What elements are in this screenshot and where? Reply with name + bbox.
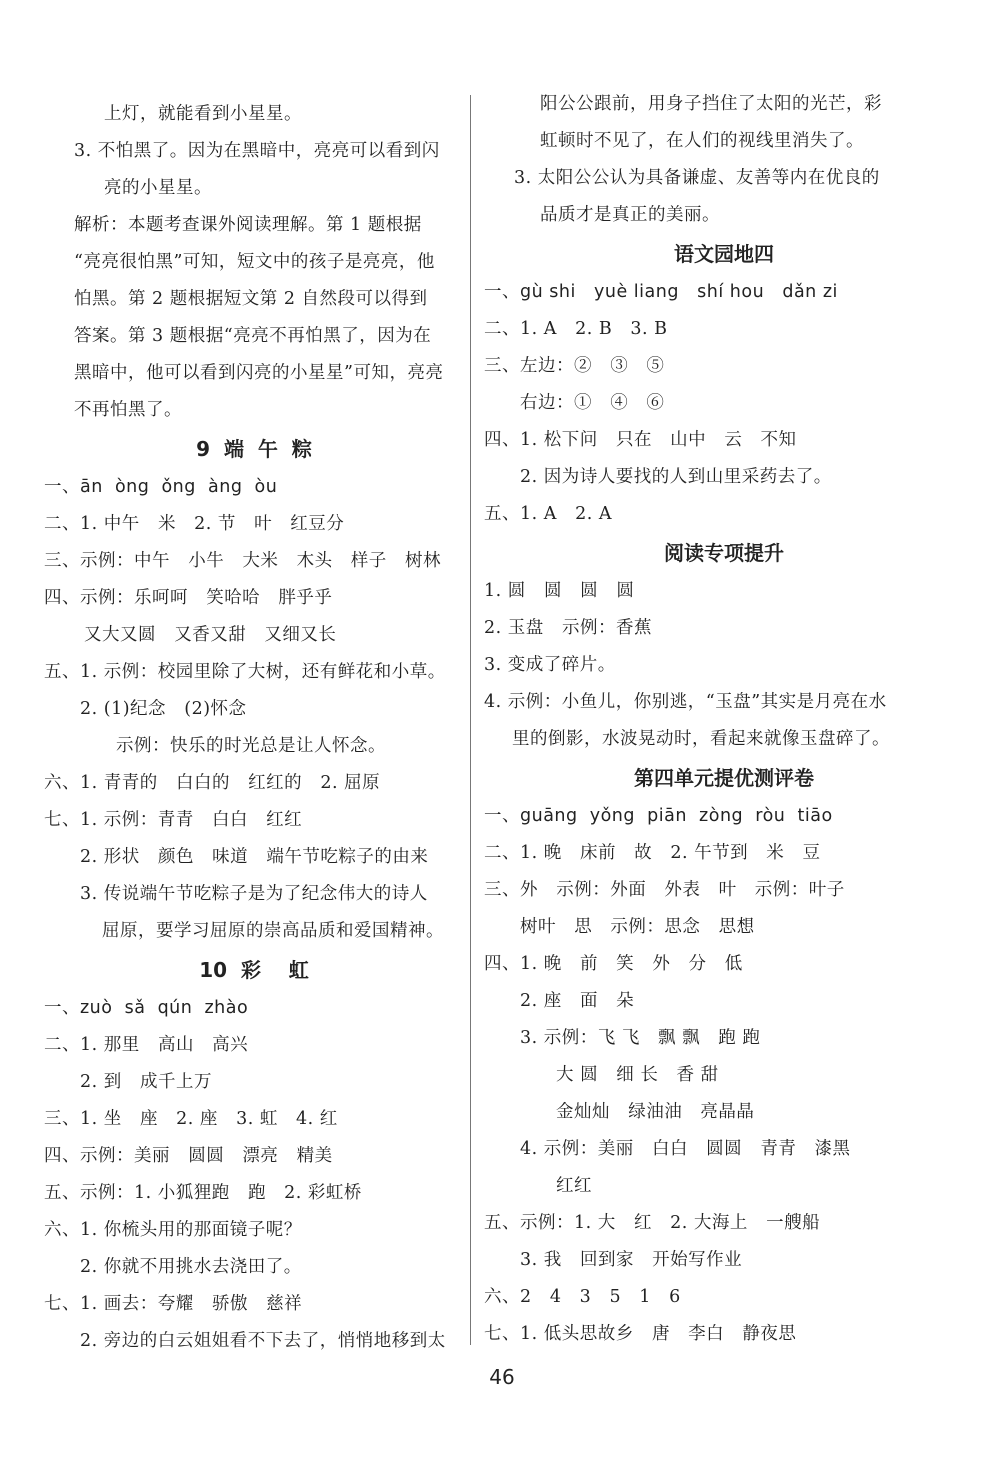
page-number: 46	[489, 1365, 515, 1389]
column-divider	[470, 95, 471, 1345]
answer-line: 二、1. 晚 床前 故 2. 午节到 米 豆	[484, 843, 821, 863]
pinyin-answer-line: 一、guāng yǒng piān zòng ròu tiāo	[484, 806, 833, 826]
answer-line: 阳公公跟前，用身子挡住了太阳的光芒，彩	[540, 94, 882, 114]
answer-line: 3. 太阳公公认为具备谦虚、友善等内在优良的	[514, 168, 880, 188]
answer-line: 红红	[556, 1176, 592, 1196]
pinyin-answer-line: 一、zuò sǎ qún zhào	[44, 998, 249, 1018]
answer-line: 解析：本题考查课外阅读理解。第 1 题根据	[74, 215, 422, 235]
answer-line: 二、1. 那里 高山 高兴	[44, 1035, 249, 1055]
answer-line: 2. (1)纪念 (2)怀念	[80, 699, 247, 719]
answer-line: 二、1. 中午 米 2. 节 叶 红豆分	[44, 514, 345, 534]
pinyin-answer-line: 一、gù shi yuè liang shí hou dǎn zi	[484, 282, 838, 302]
answer-line: 三、左边：② ③ ⑤	[484, 356, 665, 376]
answer-line: 六、2 4 3 5 1 6	[484, 1287, 681, 1307]
answer-line: 3. 示例：飞 飞 飘 飘 跑 跑	[520, 1028, 761, 1048]
answer-line: 答案。第 3 题根据“亮亮不再怕黑了，因为在	[74, 326, 432, 346]
section-heading: 语文园地四	[674, 242, 774, 266]
answer-line: 又大又圆 又香又甜 又细又长	[84, 625, 337, 645]
answer-line: 虹顿时不见了，在人们的视线里消失了。	[540, 131, 864, 151]
answer-line: 怕黑。第 2 题根据短文第 2 自然段可以得到	[74, 289, 428, 309]
answer-line: 上灯，就能看到小星星。	[104, 104, 302, 124]
answer-line: 不再怕黑了。	[74, 400, 182, 420]
answer-line: 大 圆 细 长 香 甜	[556, 1065, 719, 1085]
answer-line: 二、1. A 2. B 3. B	[484, 319, 668, 339]
answer-line: 七、1. 画去：夸耀 骄傲 慈祥	[44, 1294, 303, 1314]
answer-line: 品质才是真正的美丽。	[540, 205, 720, 225]
pinyin-answer-line: 一、ān òng ǒng àng òu	[44, 477, 278, 497]
answer-line: 4. 示例：美丽 白白 圆圆 青青 漆黑	[520, 1139, 851, 1159]
answer-line: 黑暗中，他可以看到闪亮的小星星”可知，亮亮	[74, 363, 444, 383]
answer-line: 3. 不怕黑了。因为在黑暗中，亮亮可以看到闪	[74, 141, 440, 161]
answer-line: 五、示例：1. 大 红 2. 大海上 一艘船	[484, 1213, 821, 1233]
answer-line: 1. 圆 圆 圆 圆	[484, 581, 635, 601]
answer-line: 3. 传说端午节吃粽子是为了纪念伟大的诗人	[80, 884, 428, 904]
answer-line: 四、1. 松下问 只在 山中 云 不知	[484, 430, 797, 450]
answer-line: 2. 座 面 朵	[520, 991, 635, 1011]
answer-line: 五、示例：1. 小狐狸跑 跑 2. 彩虹桥	[44, 1183, 362, 1203]
answer-line: 四、示例：美丽 圆圆 漂亮 精美	[44, 1146, 333, 1166]
section-heading: 阅读专项提升	[664, 541, 784, 565]
answer-line: 三、示例：中午 小牛 大米 木头 样子 树林	[44, 551, 441, 571]
answer-line: 2. 因为诗人要找的人到山里采药去了。	[520, 467, 832, 487]
section-heading: 9 端 午 粽	[196, 437, 312, 461]
answer-line: 2. 旁边的白云姐姐看不下去了，悄悄地移到太	[80, 1331, 446, 1351]
section-heading: 10 彩 虹	[199, 958, 309, 982]
answer-line: 2. 到 成千上万	[80, 1072, 212, 1092]
answer-line: 右边：① ④ ⑥	[520, 393, 665, 413]
answer-line: 六、1. 青青的 白白的 红红的 2. 屈原	[44, 773, 381, 793]
answer-line: 三、1. 坐 座 2. 座 3. 虹 4. 红	[44, 1109, 338, 1129]
answer-line: “亮亮很怕黑”可知，短文中的孩子是亮亮，他	[74, 252, 435, 272]
left-column	[44, 96, 464, 1360]
section-heading: 第四单元提优测评卷	[634, 766, 814, 790]
answer-line: 屈原，要学习屈原的崇高品质和爱国精神。	[102, 921, 444, 941]
answer-line: 示例：快乐的时光总是让人怀念。	[116, 736, 386, 756]
answer-line: 2. 你就不用挑水去浇田了。	[80, 1257, 302, 1277]
answer-line: 3. 我 回到家 开始写作业	[520, 1250, 743, 1270]
answer-line: 2. 玉盘 示例：香蕉	[484, 618, 652, 638]
answer-line: 3. 变成了碎片。	[484, 655, 616, 675]
answer-line: 4. 示例：小鱼儿，你别逃，“玉盘”其实是月亮在水	[484, 692, 887, 712]
answer-line: 三、外 示例：外面 外表 叶 示例：叶子	[484, 880, 845, 900]
answer-line: 树叶 思 示例：思念 思想	[520, 917, 755, 937]
answer-line: 七、1. 示例：青青 白白 红红	[44, 810, 303, 830]
answer-line: 七、1. 低头思故乡 唐 李白 静夜思	[484, 1324, 797, 1344]
answer-line: 亮的小星星。	[104, 178, 212, 198]
answer-line: 里的倒影，水波晃动时，看起来就像玉盘碎了。	[512, 729, 890, 749]
answer-line: 四、示例：乐呵呵 笑哈哈 胖乎乎	[44, 588, 333, 608]
answer-line: 金灿灿 绿油油 亮晶晶	[556, 1102, 755, 1122]
right-column	[484, 86, 964, 1353]
answer-line: 五、1. 示例：校园里除了大树，还有鲜花和小草。	[44, 662, 446, 682]
answer-line: 2. 形状 颜色 味道 端午节吃粽子的由来	[80, 847, 429, 867]
answer-line: 五、1. A 2. A	[484, 504, 612, 524]
answer-line: 四、1. 晚 前 笑 外 分 低	[484, 954, 743, 974]
answer-line: 六、1. 你梳头用的那面镜子呢？	[44, 1220, 302, 1240]
